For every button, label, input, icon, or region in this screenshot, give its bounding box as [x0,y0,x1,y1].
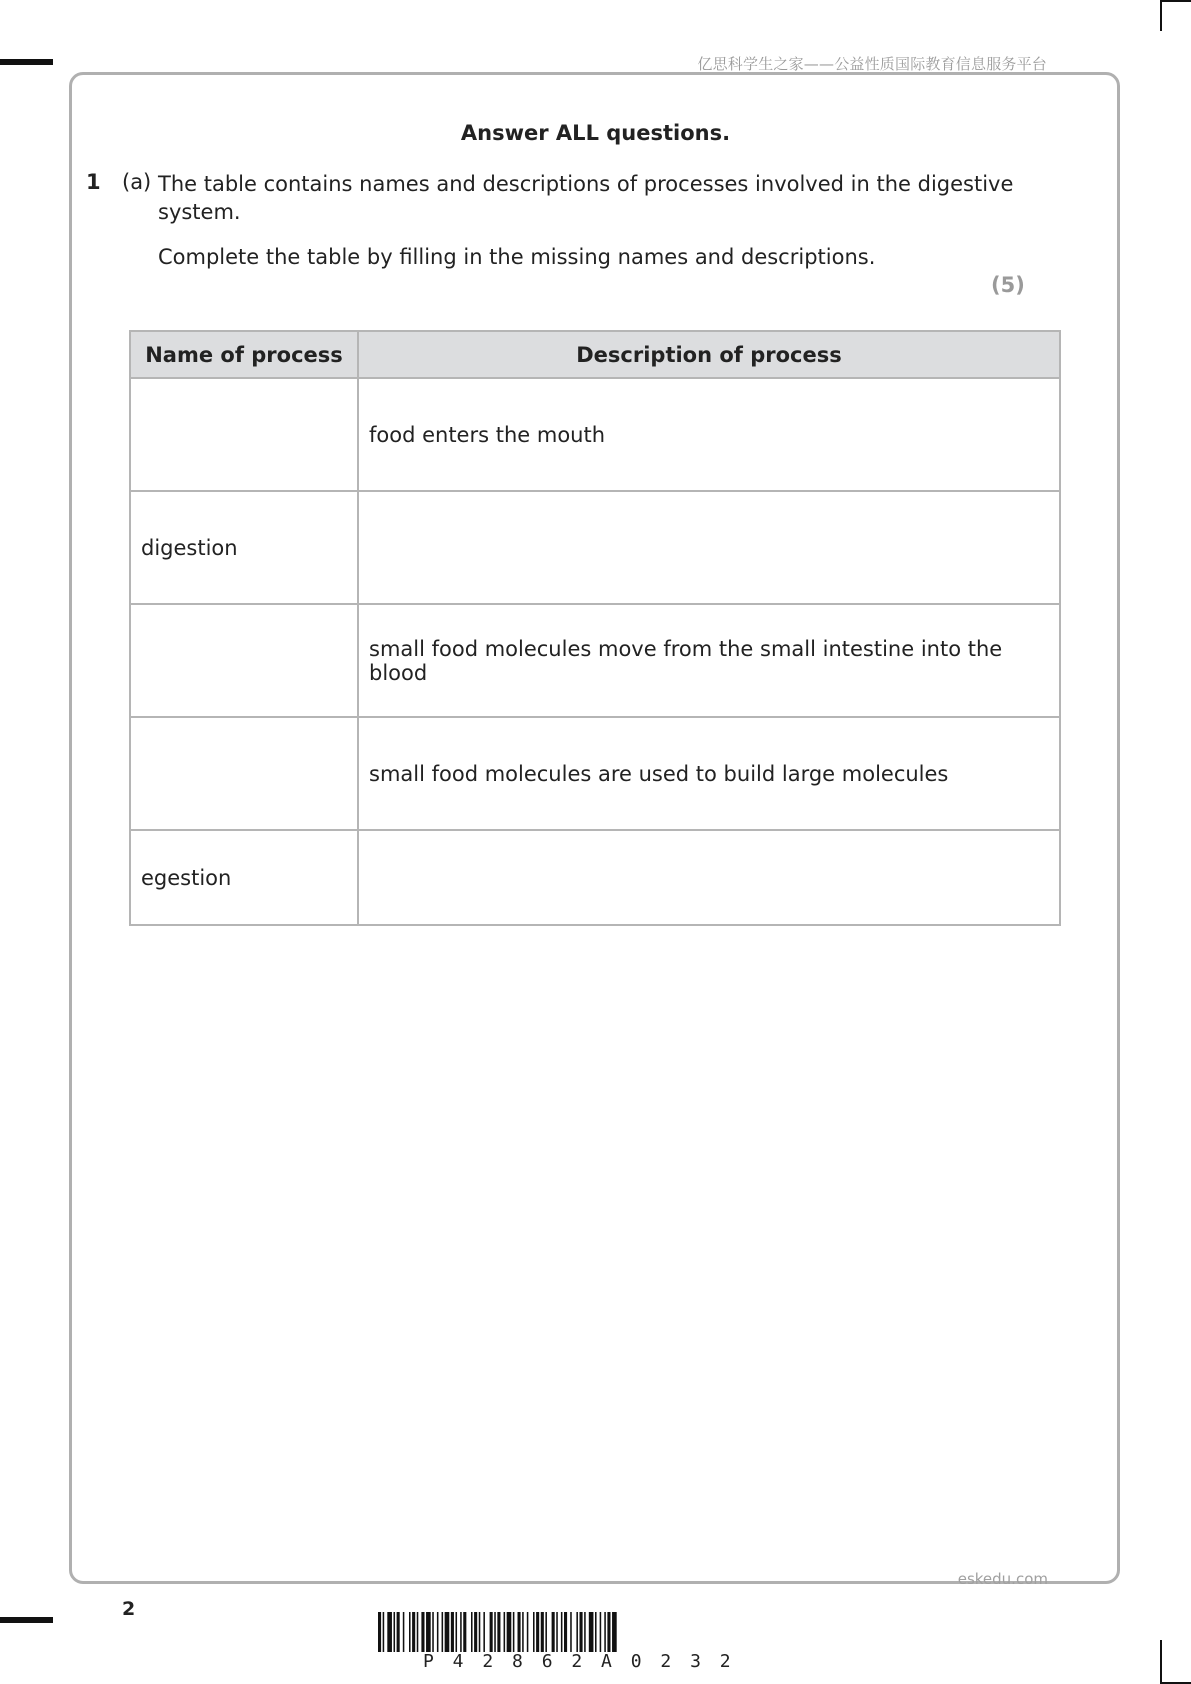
barcode-bar [378,1612,381,1652]
barcode-bar [589,1612,594,1652]
barcode-bar [387,1612,392,1652]
barcode-bar [522,1612,524,1652]
barcode-bar [564,1612,567,1652]
barcode-bar [536,1612,539,1652]
marks-label: (5) [991,273,1025,297]
barcode-bar [451,1612,454,1652]
barcode-bar [612,1612,617,1652]
table-row [130,604,1060,717]
description-cell: small food molecules move from the small intestine into the blood [358,604,1060,717]
barcode-bar [518,1612,521,1652]
table-row [130,830,1060,925]
page-number: 2 [122,1598,136,1620]
barcode-bar [507,1612,512,1652]
process-table [129,330,1061,926]
question-instruction: Complete the table by filling in the missing names and descriptions. [158,245,876,269]
crop-mark-right-bottom-v [1160,1640,1162,1684]
barcode-bar [417,1612,419,1652]
barcode-bar [600,1612,602,1652]
barcode-bar [471,1612,473,1652]
barcode-bar [513,1612,515,1652]
barcode-bar [533,1612,535,1652]
header-name-of-process: Name of process [130,331,358,378]
barcode-bar [604,1612,606,1652]
crop-mark-left-bottom [0,1617,53,1623]
description-cell: small food molecules are used to build large molecules [358,717,1060,830]
barcode-bar [403,1612,405,1652]
barcode-bar [556,1612,558,1652]
name-cell: egestion [130,830,358,925]
barcode-bar [595,1612,597,1652]
barcode-bar [527,1612,529,1652]
barcode-image [378,1612,811,1652]
name-cell[interactable] [130,717,358,830]
question-text: The table contains names and descriptions of processes involved in the digestive system. [158,172,1014,224]
name-cell[interactable] [130,378,358,491]
crop-mark-left-top [0,59,53,65]
barcode-bar [497,1612,500,1652]
barcode-bar [552,1612,555,1652]
barcode-bar [460,1612,462,1652]
barcode-bar [607,1612,610,1652]
barcode-bar [412,1612,415,1652]
barcode-bar [479,1612,481,1652]
barcode-bar [383,1612,385,1652]
watermark-top: 亿思科学生之家——公益性质国际教育信息服务平台 [697,55,1047,73]
footer-url: eskedu.com [957,1570,1048,1588]
barcode-bar [561,1612,563,1652]
barcode-bar [456,1612,458,1652]
barcode-text: P 4 2 8 6 2 A 0 2 3 2 [423,1651,731,1672]
barcode-bar [421,1612,424,1652]
barcode-bar [426,1612,431,1652]
header-description-of-process: Description of process [358,331,1060,378]
description-cell: food enters the mouth [358,378,1060,491]
barcode-bar [442,1612,444,1652]
barcode-bar [504,1612,506,1652]
barcode-bar [394,1612,396,1652]
barcode-bar [576,1612,578,1652]
barcode-bar [545,1612,547,1652]
description-cell[interactable] [358,830,1060,925]
table-header-row [130,331,1060,378]
barcode-bar [584,1612,586,1652]
barcode-bar [490,1612,493,1652]
table-row [130,717,1060,830]
barcode-bar [570,1612,572,1652]
table-row [130,378,1060,491]
table-row [130,491,1060,604]
crop-mark-right-top-v [1160,0,1162,31]
crop-mark-right-top-h [1160,0,1191,2]
barcode-bar [463,1612,466,1652]
barcode-bar [445,1612,450,1652]
description-cell[interactable] [358,491,1060,604]
name-cell[interactable] [130,604,358,717]
barcode-bar [541,1612,544,1652]
name-cell: digestion [130,491,358,604]
barcode-bar [437,1612,439,1652]
barcode-bar [474,1612,477,1652]
page-heading: Answer ALL questions. [460,121,731,145]
barcode-bar [580,1612,583,1652]
barcode-bar [409,1612,411,1652]
barcode-bar [494,1612,496,1652]
question-part: (a) [122,170,152,194]
question-number: 1 [86,170,101,194]
barcode-bar [483,1612,485,1652]
barcode-bar [432,1612,434,1652]
barcode-bar [397,1612,400,1652]
